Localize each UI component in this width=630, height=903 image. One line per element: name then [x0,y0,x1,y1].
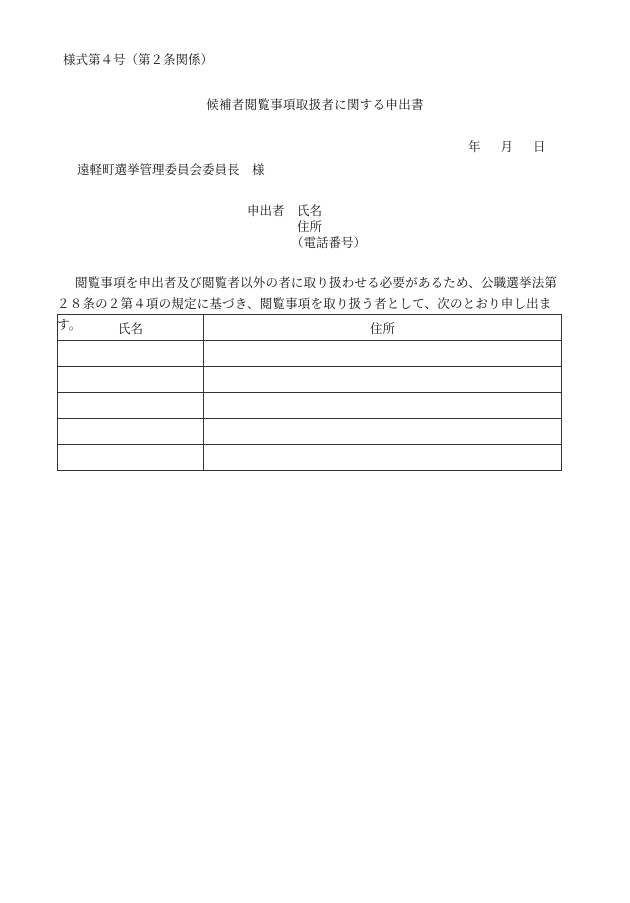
cell-name[interactable] [58,445,204,471]
cell-name[interactable] [58,367,204,393]
cell-name[interactable] [58,393,204,419]
table-row [58,419,562,445]
form-number: 様式第４号（第２条関係） [63,52,214,67]
date-year-label: 年 [468,139,481,154]
cell-address[interactable] [204,367,562,393]
applicant-phone-label: （電話番号） [291,235,367,250]
cell-address[interactable] [204,419,562,445]
cell-name[interactable] [58,419,204,445]
cell-name[interactable] [58,341,204,367]
cell-address[interactable] [204,445,562,471]
table-row [58,393,562,419]
table-row [58,341,562,367]
cell-address[interactable] [204,341,562,367]
document-title: 候補者閲覧事項取扱者に関する申出書 [206,97,424,112]
applicant-label: 申出者 [247,203,285,218]
date-line [468,137,546,155]
applicant-name-label: 氏名 [297,203,323,218]
date-day-label: 日 [533,139,546,154]
applicant-address-label: 住所 [297,219,323,234]
request-statement: 閲覧事項を申出者及び閲覧者以外の者に取り扱わせる必要があるため、公職選挙法第２８条の２第４項の規定に基づき、閲覧事項を取り扱う者として、次のとおり申し出ます。 [57,275,558,332]
cell-address[interactable] [204,393,562,419]
table-row [58,445,562,471]
table-header-row [58,315,562,341]
addressee: 遠軽町選挙管理委員会委員長 様 [77,162,265,177]
table-row [58,367,562,393]
column-header-name: 氏名 [58,315,204,341]
column-header-address: 住所 [204,315,562,341]
handler-table [57,314,562,471]
date-month-label: 月 [500,139,514,154]
